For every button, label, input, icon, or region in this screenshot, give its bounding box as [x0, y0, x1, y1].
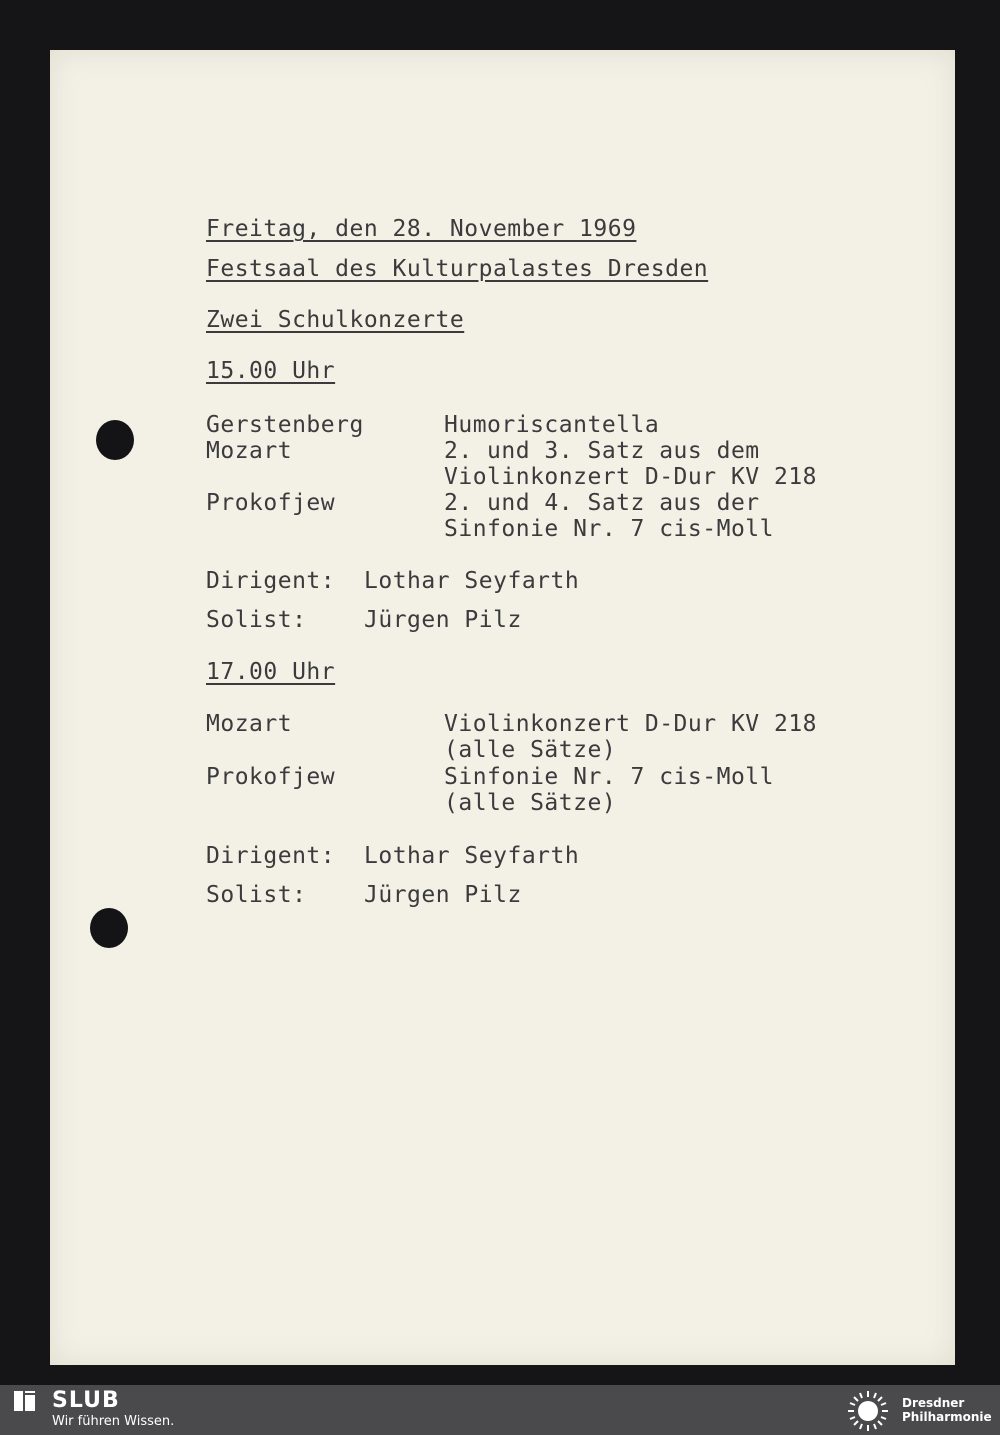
- slub-tagline: Wir führen Wissen.: [52, 1414, 175, 1429]
- slub-book-icon: [12, 1389, 38, 1413]
- concert1-composer: Prokofjew: [206, 490, 336, 516]
- slub-logo-text[interactable]: SLUB: [52, 1388, 120, 1413]
- date-line: Freitag, den 28. November 1969: [206, 216, 637, 242]
- concert2-soloist: Jürgen Pilz: [364, 882, 522, 908]
- concert2-composer: Mozart: [206, 711, 293, 737]
- concert2-work: Sinfonie Nr. 7 cis-Moll (alle Sätze): [444, 764, 774, 816]
- punch-hole-top: [96, 420, 134, 460]
- concert2-conductor: Lothar Seyfarth: [364, 843, 580, 869]
- punch-hole-bottom: [90, 908, 128, 948]
- partner-line-2: Philharmonie: [902, 1410, 992, 1424]
- concert1-composer: Mozart: [206, 438, 293, 464]
- concert1-soloist: Jürgen Pilz: [364, 607, 522, 633]
- concert2-work: Violinkonzert D-Dur KV 218 (alle Sätze): [444, 711, 818, 763]
- event-line: Zwei Schulkonzerte: [206, 307, 465, 333]
- concert1-work: Humoriscantella: [444, 412, 660, 438]
- concert1-work: 2. und 4. Satz aus der Sinfonie Nr. 7 cis-Moll: [444, 490, 774, 542]
- concert2-composer: Prokofjew: [206, 764, 336, 790]
- concert1-time: 15.00 Uhr: [206, 358, 336, 384]
- concert2-conductor-label: Dirigent:: [206, 843, 336, 869]
- concert1-composer: Gerstenberg: [206, 412, 364, 438]
- concert1-work: 2. und 3. Satz aus dem Violinkonzert D-Dur KV 218: [444, 438, 818, 490]
- concert1-conductor: Lothar Seyfarth: [364, 568, 580, 594]
- concert1-conductor-label: Dirigent:: [206, 568, 336, 594]
- venue-line: Festsaal des Kulturpalastes Dresden: [206, 256, 709, 282]
- philharmonie-logo-text: [902, 1396, 992, 1424]
- concert1-soloist-label: Solist:: [206, 607, 307, 633]
- concert2-time: 17.00 Uhr: [206, 659, 336, 685]
- concert2-soloist-label: Solist:: [206, 882, 307, 908]
- document-page: [50, 50, 955, 1365]
- partner-line-1: Dresdner: [902, 1396, 965, 1410]
- philharmonie-logo-icon[interactable]: [843, 1389, 893, 1433]
